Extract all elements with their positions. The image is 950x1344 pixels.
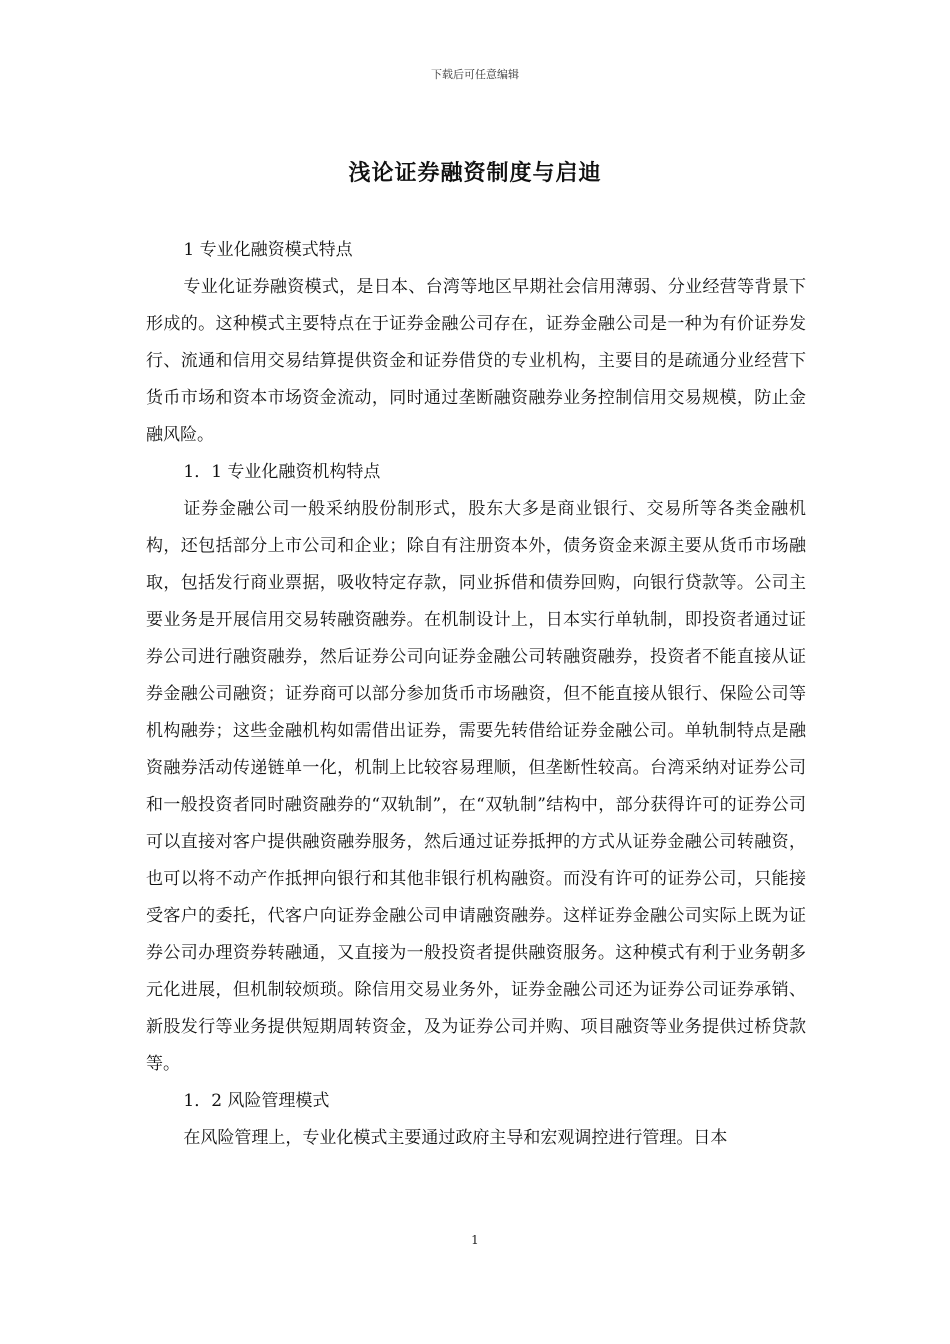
section-heading: 1．1 专业化融资机构特点 (183, 462, 381, 482)
section-heading: 1 专业化融资模式特点 (183, 240, 353, 260)
page-header: 下载后可任意编辑 (431, 68, 519, 81)
body-paragraph: 在风险管理上，专业化模式主要通过政府主导和宏观调控进行管理。日本 (183, 1128, 728, 1148)
body-paragraph: 专业化证券融资模式，是日本、台湾等地区早期社会信用薄弱、分业经营等背景下形成的。这种模式主要特点在于证券金融公司存在，证券金融公司是一种为有价证券发行、流通和信用交易结算提供资金和证券借贷的专业机构，主要目的是疏通分业经营下货币市场和资本市场资金流动，同时通过垄断融资融券业务控制信用交易规模，防止金融风险。 (146, 277, 806, 445)
document-title: 浅论证券融资制度与启迪 (348, 161, 602, 186)
body-paragraph: 证券金融公司一般采纳股份制形式，股东大多是商业银行、交易所等各类金融机构，还包括部分上市公司和企业；除自有注册资本外，债务资金来源主要从货币市场融取，包括发行商业票据，吸收特定存款，同业拆借和债券回购，向银行贷款等。公司主要业务是开展信用交易转融资融券。在机制设计上，日本实行单轨制，即投资者通过证券公司进行融资融券，然后证券公司向证券金融公司转融资融券，投资者不能直接从证券金融公司融资；证券商可以部分参加货币市场融资，但不能直接从银行、保险公司等机构融券；这些金融机构如需借出证券，需要先转借给证券金融公司。单轨制特点是融资融券活动传递链单一化，机制上比较容易理顺，但垄断性较高。台湾采纳对证券公司和一般投资者同时融资融券的“双轨制”，在“双轨制”结构中，部分获得许可的证券公司可以直接对客户提供融资融券服务，然后通过证券抵押的方式从证券金融公司转融资，也可以将不动产作抵押向银行和其他非银行机构融资。而没有许可的证券公司，只能接受客户的委托，代客户向证券金融公司申请融资融券。这样证券金融公司实际上既为证券公司办理资券转融通，又直接为一般投资者提供融资服务。这种模式有利于业务朝多元化进展，但机制较烦琐。除信用交易业务外，证券金融公司还为证券公司证券承销、新股发行等业务提供短期周转资金，及为证券公司并购、项目融资等业务提供过桥贷款等。 (146, 499, 806, 1074)
document-body (146, 232, 806, 1157)
page-number: 1 (471, 1233, 479, 1247)
section-heading: 1．2 风险管理模式 (183, 1091, 330, 1111)
